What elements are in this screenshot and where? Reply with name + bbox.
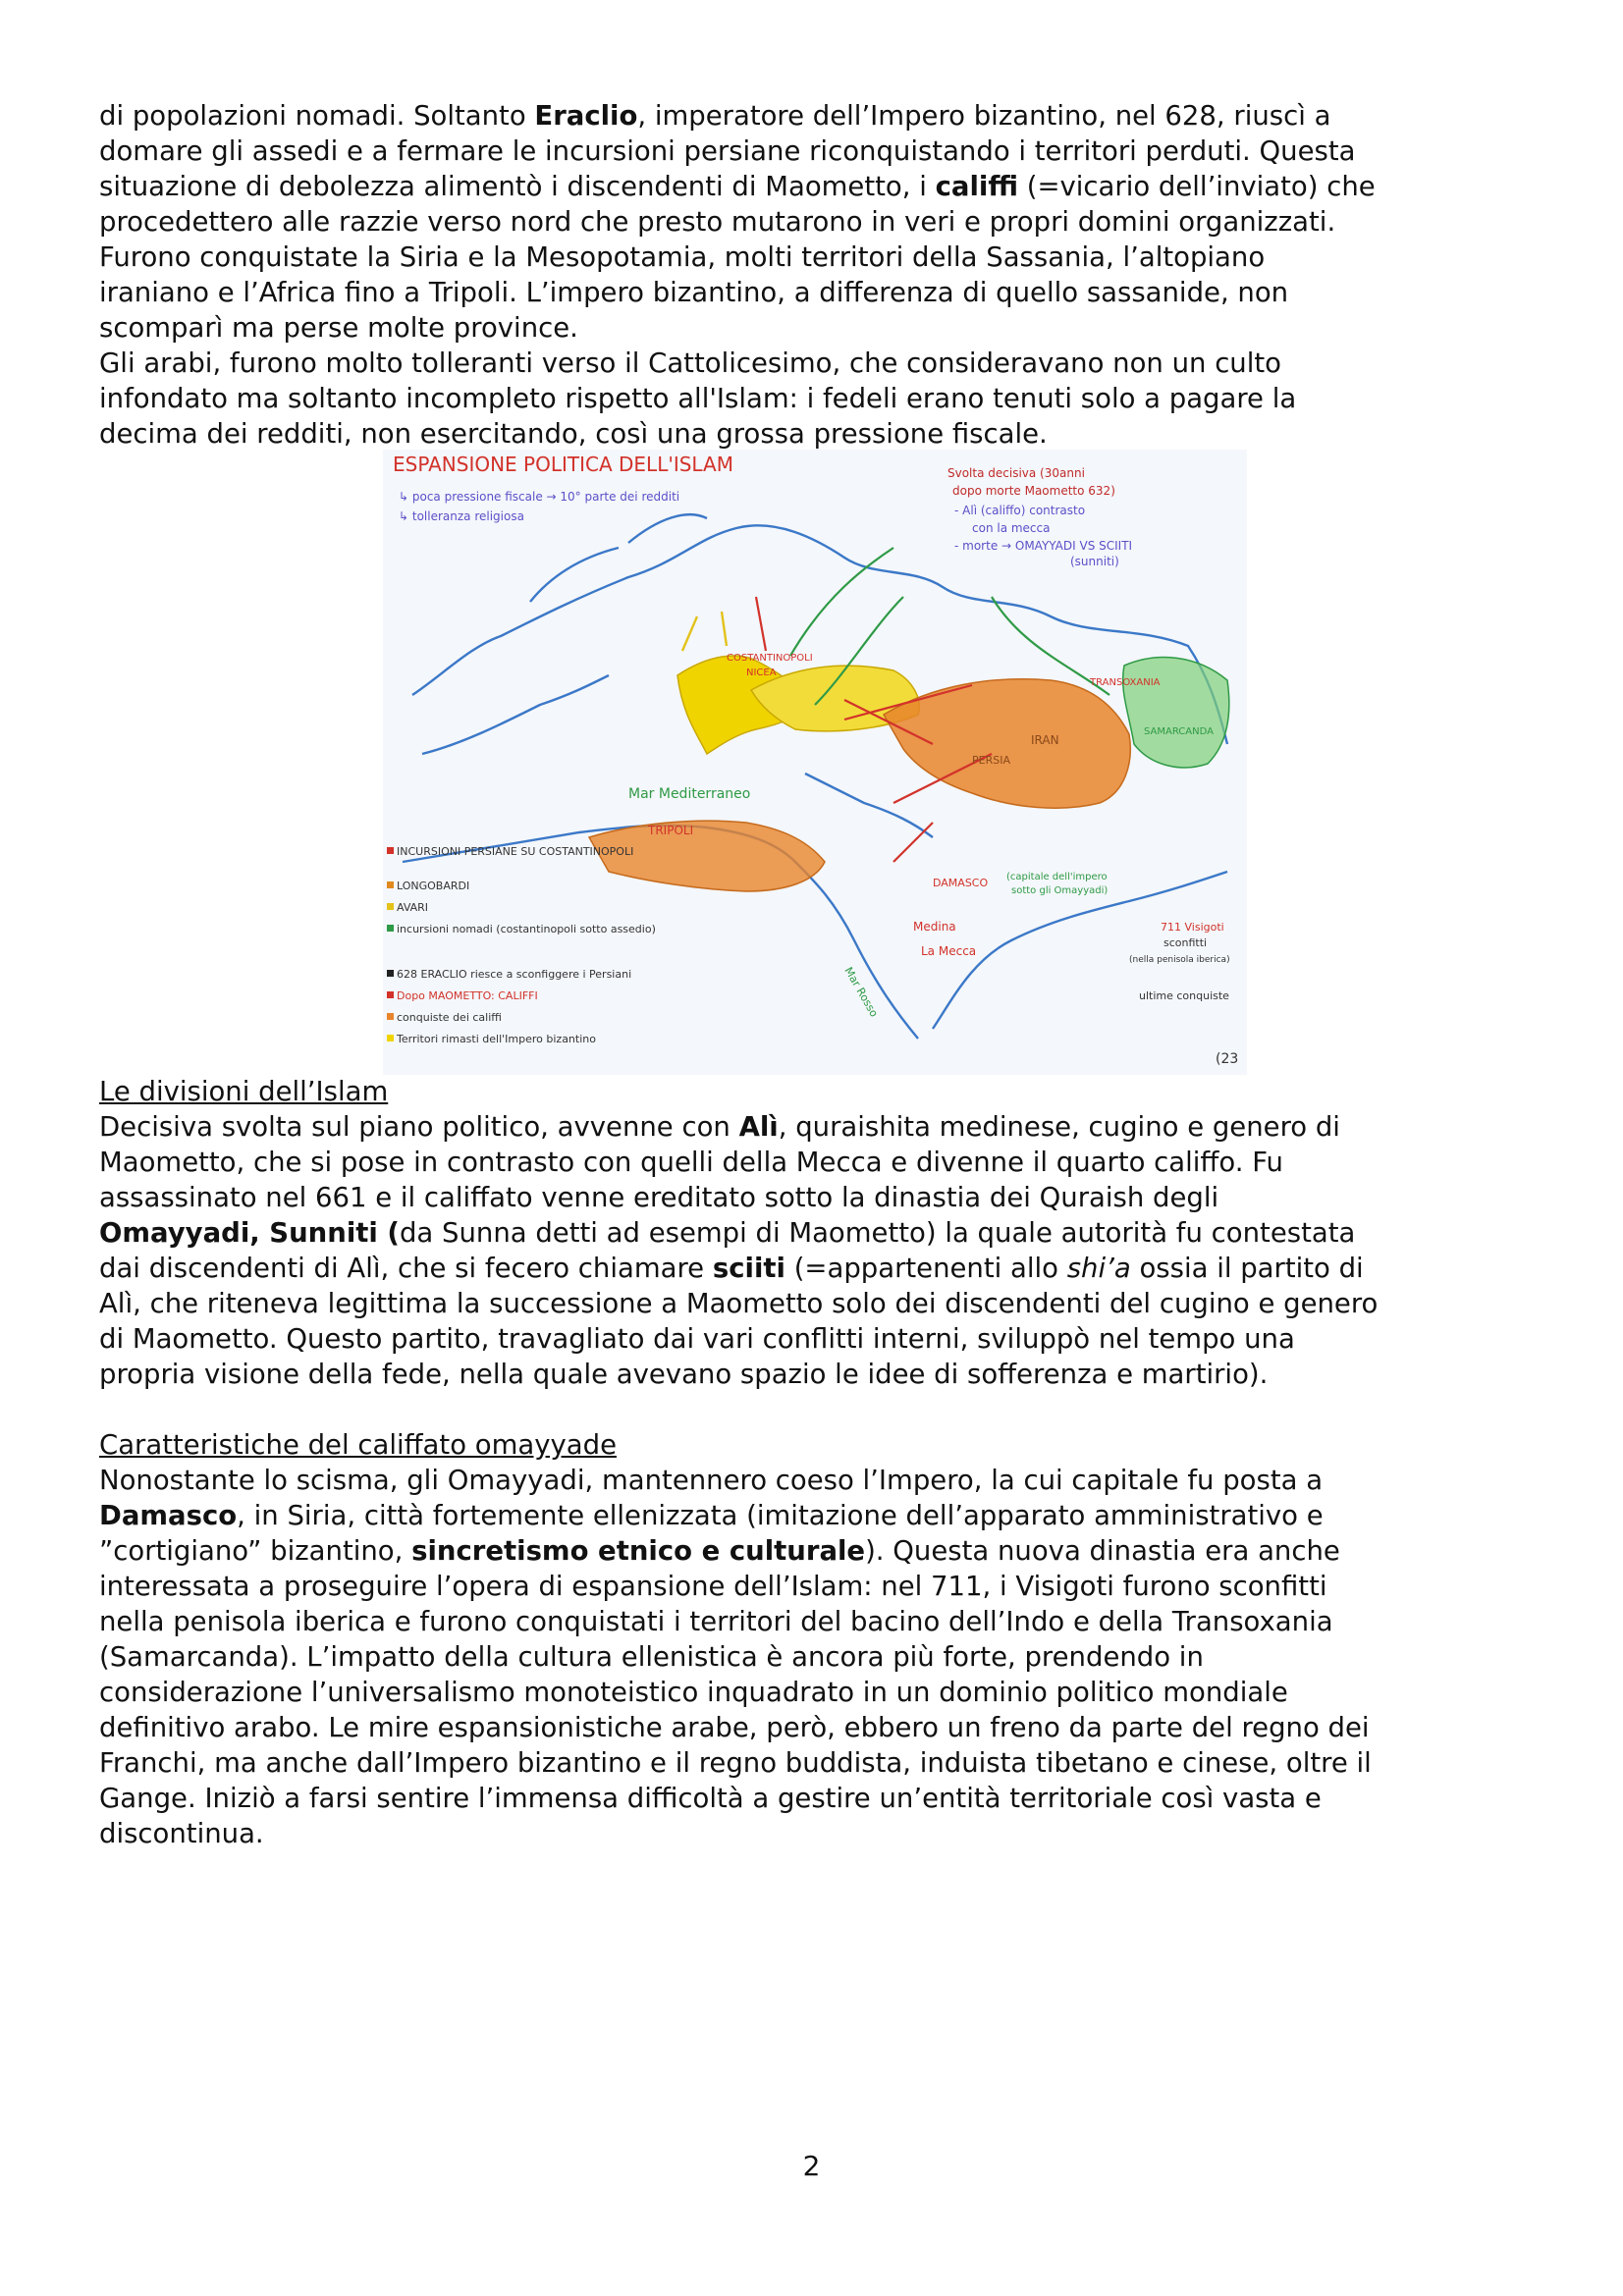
map-note-right: (sunniti) (1070, 555, 1119, 568)
place-persia: PERSIA (972, 754, 1010, 767)
legend-entry: LONGOBARDI (397, 880, 470, 892)
divisioni-paragraph: Decisiva svolta sul piano politico, avvenne con Alì, quraishita medinese, cugino e genero di Maometto, che si pose in contrasto con quelli della Mecca e divenne il quarto califfo. Fu assassinato nel 661 e il califfato venne ereditato sotto la dinastia dei Quraish degli Omayyadi, Sunniti (da Sunna detti ad esempi di Maometto) la quale autorità fu contestata dai discendenti di Alì, che si fecero chiamare sciiti (=appartenenti allo shi’a ossia il partito di Alì, che riteneva legittima la successione a Maometto solo dei discendenti del cugino e genero di Maometto. Questo partito, travagliato dai vari conflitti interni, sviluppò nel tempo una propria visione della fede, nella quale avevano spazio le idee di sofferenza e martirio). (99, 1111, 1379, 1390)
legend-entry: Dopo MAOMETTO: CALIFFI (397, 989, 538, 1002)
legend-swatch (387, 1035, 394, 1041)
place-transoxania: TRANSOXANIA (1090, 677, 1161, 688)
legend-entry: incursioni nomadi (costantinopoli sotto assedio) (397, 923, 656, 935)
intro-paragraph-2: Gli arabi, furono molto tolleranti verso il Cattolicesimo, che consideravano non un culto infondato ma soltanto incompleto rispetto all'Islam: i fedeli erano tenuti solo a pagare la decima dei redditi, non esercitando, così una grossa pressione fiscale. (99, 347, 1297, 450)
place-constantinople: COSTANTINOPOLI (727, 653, 813, 664)
map-title: ESPANSIONE POLITICA DELL'ISLAM (393, 453, 733, 476)
map-note-right: con la mecca (972, 521, 1051, 535)
map-page-ref: (23 (1216, 1051, 1239, 1067)
place-red-sea: Mar Rosso (841, 965, 881, 1020)
legend-entry: INCURSIONI PERSIANE SU COSTANTINOPOLI (397, 845, 634, 858)
place-tripoli: TRIPOLI (648, 824, 694, 837)
legend-entry: AVARI (397, 901, 429, 914)
legend-right-entry: sconfitti (1163, 936, 1208, 949)
place-capital: (capitale dell'impero (1006, 872, 1108, 882)
map-note-right: - morte → OMAYYADI VS SCIITI (954, 539, 1133, 553)
legend-swatch (387, 970, 394, 977)
place-nicea: NICEA (746, 667, 777, 678)
intro-section (99, 98, 1552, 452)
legend-right-entry: ultime conquiste (1139, 989, 1229, 1002)
legend-swatch (387, 847, 394, 854)
map-note-right: - Alì (califfo) contrasto (954, 504, 1086, 517)
place-damascus: DAMASCO (933, 877, 989, 889)
intro-paragraph-1: di popolazioni nomadi. Soltanto Eraclio, imperatore dell’Impero bizantino, nel 628, riuscì a domare gli assedi e a fermare le incursioni persiane riconquistando i territori perduti. Questa situazione di debolezza alimentò i discendenti di Maometto, i califfi (=vicario dell’inviato) che procedettero alle razzie verso nord che presto mutarono in veri e propri domini organizzati. Furono conquistate la Siria e la Mesopotamia, molti territori della Sassania, l’altopiano iraniano e l’Africa fino a Tripoli. L’impero bizantino, a differenza di quello sassanide, non scomparì ma perse molte province. (99, 100, 1376, 344)
legend-right-entry: (nella penisola iberica) (1129, 955, 1230, 965)
legend-entry: conquiste dei califfi (397, 1011, 502, 1024)
page-number: 2 (802, 2150, 821, 2182)
legend-swatch (387, 991, 394, 998)
place-capital: sotto gli Omayyadi) (1011, 885, 1109, 896)
place-iran: IRAN (1031, 733, 1059, 747)
place-medina: Medina (913, 920, 956, 934)
map-note-left: ↳ poca pressione fiscale → 10° parte dei redditi (399, 490, 680, 504)
map-note-right: dopo morte Maometto 632) (952, 484, 1115, 498)
map-figure (383, 450, 1247, 1075)
body-section (99, 1074, 1552, 1851)
omayyade-heading: Caratteristiche del califfato omayyade (99, 1429, 617, 1461)
legend-right-entry: 711 Visigoti (1161, 921, 1224, 934)
place-mediterranean: Mar Mediterraneo (628, 786, 751, 802)
place-samarcanda: SAMARCANDA (1144, 726, 1214, 737)
map-illustration (383, 450, 1247, 1075)
legend-swatch (387, 881, 394, 888)
legend-entry: Territori rimasti dell'Impero bizantino (397, 1033, 596, 1045)
map-note-left: ↳ tolleranza religiosa (399, 509, 524, 523)
legend-entry: 628 ERACLIO riesce a sconfiggere i Persiani (397, 968, 632, 981)
place-mecca: La Mecca (921, 944, 977, 958)
legend-swatch (387, 903, 394, 910)
omayyade-paragraph: Nonostante lo scisma, gli Omayyadi, mantennero coeso l’Impero, la cui capitale fu posta a Damasco, in Siria, città fortemente ellenizzata (imitazione dell’apparato amministrativo e ”cortigiano” bizantino, sincretismo etnico e culturale). Questa nuova dinastia era anche interessata a proseguire l’opera di espansione dell’Islam: nel 711, i Visigoti furono sconfitti nella penisola iberica e furono conquistati i territori del bacino dell’Indo e della Transoxania (Samarcanda). L’impatto della cultura ellenistica è ancora più forte, prendendo in considerazione l’universalismo monoteistico inquadrato in un dominio politico mondiale definitivo arabo. Le mire espansionistiche arabe, però, ebbero un freno da parte del regno dei Franchi, ma anche dall’Impero bizantino e il regno buddista, induista tibetano e cinese, oltre il Gange. Iniziò a farsi sentire l’immensa difficoltà a gestire un’entità territoriale così vasta e discontinua. (99, 1465, 1372, 1849)
legend-swatch (387, 925, 394, 932)
legend-swatch (387, 1013, 394, 1020)
map-note-right: Svolta decisiva (30anni (947, 466, 1085, 480)
divisioni-heading: Le divisioni dell’Islam (99, 1076, 389, 1107)
